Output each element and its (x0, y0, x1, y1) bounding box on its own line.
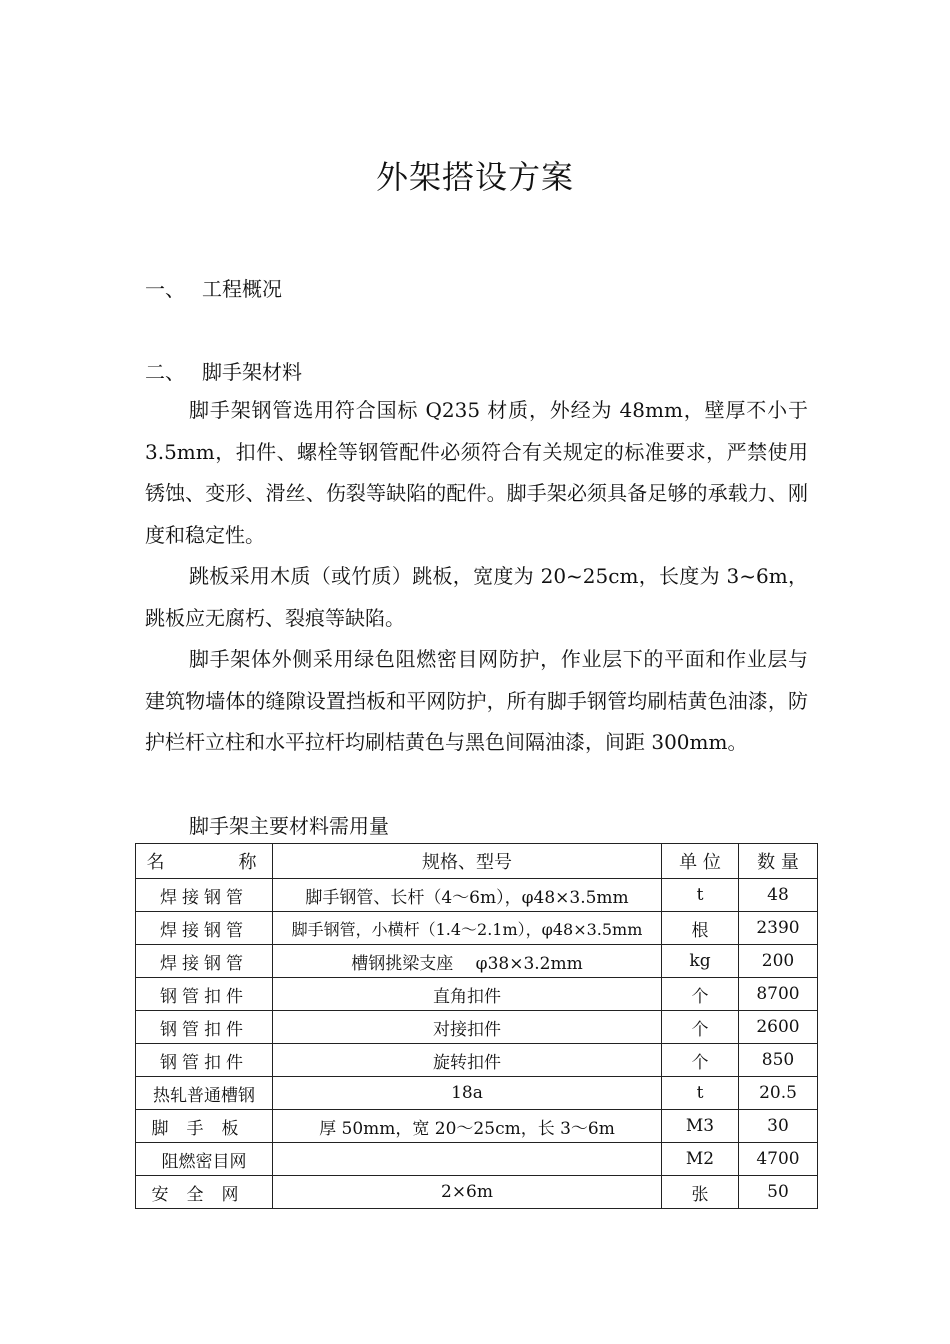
cell-quantity: 850 (739, 1044, 818, 1077)
section-label: 脚手架材料 (202, 360, 302, 384)
cell-name: 焊接钢管 (136, 945, 273, 978)
cell-quantity: 8700 (739, 978, 818, 1011)
cell-quantity: 50 (739, 1176, 818, 1209)
cell-quantity: 2600 (739, 1011, 818, 1044)
cell-name: 热轧普通槽钢 (136, 1077, 273, 1110)
paragraph-protection: 脚手架体外侧采用绿色阻燃密目网防护，作业层下的平面和作业层与建筑物墙体的缝隙设置挡板和平网防护，所有脚手钢管均刷桔黄色油漆，防护栏杆立柱和水平拉杆均刷桔黄色与黑色间隔油漆，间距 300mm。 (145, 647, 808, 754)
cell-unit: 个 (662, 1011, 739, 1044)
materials-table (135, 843, 818, 1209)
cell-spec: 旋转扣件 (273, 1044, 662, 1077)
table-row (136, 1143, 818, 1176)
header-name: 名 称 (136, 844, 273, 879)
cell-name: 阻燃密目网 (136, 1143, 273, 1176)
table-row (136, 945, 818, 978)
cell-name: 脚手板 (136, 1110, 273, 1143)
header-unit: 单 位 (662, 844, 739, 879)
cell-unit: 个 (662, 1044, 739, 1077)
cell-spec: 2×6m (273, 1176, 662, 1209)
cell-unit: M2 (662, 1143, 739, 1176)
paragraph-boards: 跳板采用木质（或竹质）跳板，宽度为 20~25cm，长度为 3~6m，跳板应无腐朽、裂痕等缺陷。 (145, 564, 808, 630)
cell-quantity: 30 (739, 1110, 818, 1143)
cell-name: 钢管扣件 (136, 1011, 273, 1044)
cell-quantity: 200 (739, 945, 818, 978)
cell-name: 安全网 (136, 1176, 273, 1209)
cell-spec (273, 1143, 662, 1176)
cell-spec: 槽钢挑梁支座 φ38×3.2mm (273, 945, 662, 978)
table-caption: 脚手架主要材料需用量 (189, 814, 389, 838)
cell-quantity: 2390 (739, 912, 818, 945)
cell-unit: 张 (662, 1176, 739, 1209)
cell-name: 焊接钢管 (136, 912, 273, 945)
table-row (136, 1176, 818, 1209)
table-row (136, 1011, 818, 1044)
cell-spec: 脚手钢管，小横杆（1.4～2.1m），φ48×3.5mm (273, 912, 662, 945)
cell-name: 钢管扣件 (136, 1044, 273, 1077)
header-spec: 规格、型号 (273, 844, 662, 879)
section-label: 工程概况 (202, 277, 282, 301)
section-heading-overview (145, 273, 282, 302)
section-number: 一、 (145, 277, 185, 301)
cell-unit: kg (662, 945, 739, 978)
paragraph-steel-pipe: 脚手架钢管选用符合国标 Q235 材质，外经为 48mm，壁厚不小于 3.5mm，扣件、螺栓等钢管配件必须符合有关规定的标准要求，严禁使用锈蚀、变形、滑丝、伤裂等缺陷的配件。脚手架必须具备足够的承载力、刚度和稳定性。 (145, 398, 808, 547)
table-row (136, 912, 818, 945)
cell-quantity: 48 (739, 879, 818, 912)
section-number: 二、 (145, 360, 185, 384)
header-quantity: 数 量 (739, 844, 818, 879)
cell-unit: 个 (662, 978, 739, 1011)
cell-spec: 脚手钢管、长杆（4～6m），φ48×3.5mm (273, 879, 662, 912)
cell-name: 钢管扣件 (136, 978, 273, 1011)
cell-spec: 直角扣件 (273, 978, 662, 1011)
cell-quantity: 4700 (739, 1143, 818, 1176)
cell-spec: 18a (273, 1077, 662, 1110)
cell-unit: t (662, 879, 739, 912)
table-row (136, 1110, 818, 1143)
table-row (136, 1077, 818, 1110)
cell-unit: M3 (662, 1110, 739, 1143)
cell-unit: 根 (662, 912, 739, 945)
table-header-row (136, 844, 818, 879)
document-title: 外架搭设方案 (375, 158, 574, 196)
section-heading-materials (145, 356, 302, 385)
cell-unit: t (662, 1077, 739, 1110)
cell-spec: 对接扣件 (273, 1011, 662, 1044)
table-row (136, 879, 818, 912)
cell-quantity: 20.5 (739, 1077, 818, 1110)
cell-spec: 厚 50mm，宽 20～25cm，长 3～6m (273, 1110, 662, 1143)
table-row (136, 1044, 818, 1077)
table-row (136, 978, 818, 1011)
cell-name: 焊接钢管 (136, 879, 273, 912)
